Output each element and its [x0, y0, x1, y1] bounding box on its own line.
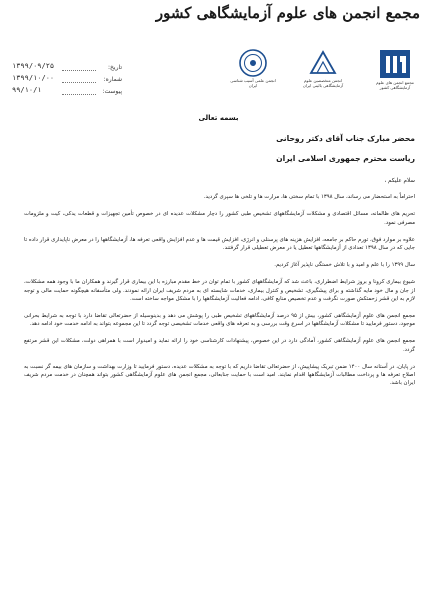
meta-attachment-row: [12, 86, 122, 98]
date-label: تاریخ:: [108, 64, 122, 71]
letterhead-logos: [222, 48, 427, 100]
mojamae-logo: [364, 48, 426, 90]
organization-title: مجمع انجمن های علوم آزمایشگاهی کشور: [155, 4, 420, 22]
recipient-line: محضر مبارک جناب آقای دکتر روحانی: [276, 134, 415, 143]
society-logo: [292, 48, 354, 88]
mojamae-logo-caption-2: آزمایشگاهی کشور: [379, 85, 411, 90]
association-logo-caption-1: انجمن علمی آسیب شناسی: [230, 78, 276, 83]
paragraph-2: تحریم های ظالمانه، مسائل اقتصادی و مشکلات آزمایشگاههای تشخیص طبی کشور را دچار مشکلات عدیده ای در خصوص تأمین تجهیزات و قطعات یدکی، کیت و ملزومات مصرفی نمود.: [24, 211, 415, 226]
society-logo-caption-1: انجمن متخصصین علوم: [303, 78, 343, 83]
attachment-dots: [62, 94, 96, 95]
paragraph-4: سال ۱۳۹۹ را با علم و امید و با تلاش خستگی ناپذیر آغاز کردیم.: [274, 262, 415, 269]
attachment-label: پیوست:: [102, 88, 122, 95]
mojamae-emblem-icon: [378, 48, 412, 80]
basmala: بسمه تعالی: [198, 114, 239, 122]
paragraph-3: علاوه بر موارد فوق، تورم حاکم بر جامعه، افزایش هزینه های پرسنلی و انرژی، افزایش قیمت ها و عدم افزایش واقعی تعرفه ها، آزمایشگاهها را در معرض ناپایداری قرار داده تا جایی که در سال ۱۳۹۸ تعدادی از آزمایشگاهها تعطیل یا در معرض تعطیلی قرار گرفتند.: [24, 236, 415, 252]
association-logo-caption-2: ایران: [248, 83, 258, 88]
mojamae-logo-caption-1: مجمع انجمن های علوم: [376, 80, 414, 85]
association-emblem-icon: [238, 48, 268, 78]
number-label: شماره:: [103, 76, 122, 83]
number-dots: [62, 82, 96, 83]
letter-body: [24, 133, 415, 396]
attachment-value: ۹۹/۱۰/۱: [12, 86, 42, 94]
association-logo: [222, 48, 284, 88]
number-value: ۱۳۹۹/۱۰/۰۰: [12, 74, 55, 82]
paragraph-5: شیوع بیماری کرونا و بروز شرایط اضطراری، باعث شد که آزمایشگاههای کشور با تمام توان در خط مقدم مبارزه با این بیماری قرار گیرند و همکاران ما با وجود همه مشکلات، از جان و مال خود مایه گذاشته و برای پیشگیری، تشخیص و کنترل بیماری، خدمات شایسته ای به مردم شریف ایران ارائه نمودند. ولی متأسفانه هیچگونه حمایت مالی و توجه لازم به این قشر زحمتکش صورت نگرفت و عدم تخصیص منابع کافی، ادامه فعالیت آزمایشگاهها را با مشکل مواجه ساخته است.: [24, 279, 415, 302]
paragraph-6: مجمع انجمن های علوم آزمایشگاهی کشور، بیش از ۹۵ درصد آزمایشگاههای تشخیص طبی را پوشش می دهد و بدینوسیله از حضرتعالی تقاضا دارد با توجه به شرایط بحرانی موجود، دستور فرمایید تا مشکلات آزمایشگاهها در اسرع وقت بررسی و به تعرفه های واقعی خدمات تشخیصی توجه گردد تا این مجموعه بتواند به ادامه خدمت خود ادامه دهد.: [24, 313, 415, 328]
date-dots: [62, 70, 96, 71]
date-value: ۱۳۹۹/۰۹/۲۵: [12, 62, 55, 70]
society-logo-caption-2: آزمایشگاهی بالینی ایران: [302, 83, 344, 88]
paragraph-8: در پایان، در آستانه سال ۱۴۰۰ ضمن تبریک پیشاپیش، از حضرتعالی تقاضا داریم که با توجه به مشکلات عدیده، دستور فرمایید تا وزارت بهداشت و سازمان های بیمه گر نسبت به اصلاح تعرفه ها و پرداخت مطالبات آزمایشگاهها اقدام نمایند. امید است با حمایت جنابعالی، مجمع انجمن های علوم آزمایشگاهی کشور بتواند همچنان در خدمت مردم شریف ایران باشد.: [24, 363, 416, 387]
recipient-title-line: ریاست محترم جمهوری اسلامی ایران: [276, 154, 415, 163]
paragraph-7: مجمع انجمن های علوم آزمایشگاهی کشور، آمادگی دارد در این خصوص، پیشنهادات کارشناسی خود را ارائه نماید و امیدوار است با همراهی دولت، مشکلات این قشر مرتفع گردد.: [24, 338, 415, 353]
paragraph-1: احتراماً به استحضار می رساند، سال ۱۳۹۸ با تمام سختی ها، مرارت ها و تلخی ها سپری گردید.: [203, 194, 415, 201]
society-emblem-icon: [307, 48, 339, 78]
greeting: سلام علیکم ،: [384, 178, 415, 184]
letter-meta: [12, 62, 122, 98]
